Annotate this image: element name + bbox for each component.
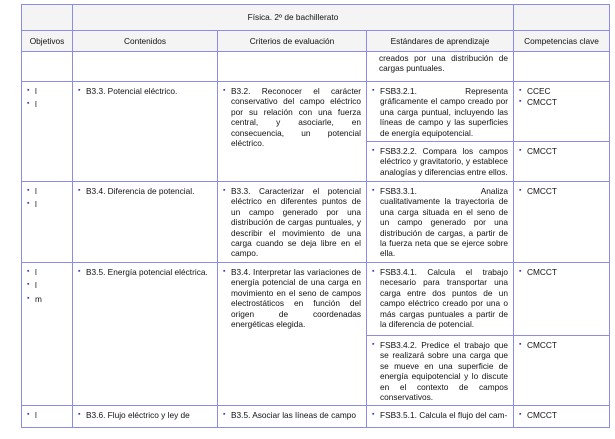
bullet-icon: ▪: [27, 200, 30, 208]
estandar-cell: [367, 335, 514, 405]
estandar-item: ▪ FSB3.4.2. Predice el trabajo que se realizará sobre una carga que se mueve en una superficie de energía equipotencial y lo discute en el contexto de campos conservativos.: [372, 339, 508, 402]
table-row: [22, 406, 610, 427]
objetivo-item: ▪ l: [27, 280, 37, 291]
estandar-cell: [367, 142, 514, 182]
contenido-item: ▪ B3.4. Diferencia de potencial.: [78, 186, 195, 197]
bullet-icon: ▪: [78, 87, 81, 94]
estandar-cell: [367, 262, 514, 335]
competencias-cell: [514, 182, 610, 263]
bullet-icon: ▪: [372, 147, 375, 155]
header-competencias: Competencias clave: [514, 31, 610, 52]
competencia-item: ▪ CMCCT: [519, 266, 557, 277]
bullet-icon: ▪: [519, 267, 522, 275]
objetivo-item: ▪ m: [27, 293, 42, 304]
contenido-item: ▪ B3.5. Energía potencial eléctrica.: [78, 266, 208, 277]
table-row: [22, 52, 610, 82]
header-contenidos: Contenidos: [73, 31, 218, 52]
objetivo-item: ▪ l: [27, 410, 37, 421]
bullet-icon: ▪: [519, 187, 522, 195]
criterio-cell: [218, 182, 367, 263]
bullet-icon: ▪: [78, 267, 81, 275]
criterio-cell: [218, 262, 367, 405]
bullet-icon: ▪: [27, 87, 30, 94]
objetivo-item: ▪ l: [27, 186, 37, 197]
estandar-item: ▪ FSB3.3.1. Analiza cualitativamente la trayectoria de una carga situada en el seno de un campo generado por una distribución de cargas, a partir de la fuerza neta que se ejerce sobre ella.: [372, 186, 508, 259]
competencia-item: ▪ CMCCT: [519, 186, 557, 197]
estandar-cell: [367, 182, 514, 263]
contenido-item: ▪ B3.3. Potencial eléctrico.: [78, 86, 178, 96]
competencias-cell: [514, 335, 610, 405]
bullet-icon: ▪: [519, 340, 522, 348]
estandar-item: ▪ FSB3.4.1. Calcula el trabajo necesario para transportar una carga entre dos puntos de un campo eléctrico creado por una o más cargas puntuales a partir de la diferencia de potencial.: [372, 266, 508, 329]
header-objetivos: Objetivos: [22, 31, 73, 52]
header-criterios: Criterios de evaluación: [218, 31, 367, 52]
objetivos-cell: [22, 262, 73, 405]
bullet-icon: ▪: [519, 98, 522, 106]
objetivos-cell: [22, 406, 73, 427]
competencia-item: ▪ CMCCT: [519, 146, 557, 157]
estandar-item: ▪ FSB3.2.1. Representa gráficamente el campo creado por una carga puntual, incluyendo las líneas de campo y las superficies de energía equipotencial.: [372, 86, 508, 138]
table-row: [22, 262, 610, 335]
bullet-icon: ▪: [519, 87, 522, 94]
criterio-item: ▪ B3.5. Asociar las líneas de campo: [223, 410, 356, 421]
competencias-cell: [514, 406, 610, 427]
estandar-item: ▪ FSB3.5.1. Calcula el flujo del cam-: [372, 410, 508, 421]
corner-cell: [22, 5, 73, 31]
table-title: Física. 2º de bachillerato: [73, 5, 514, 31]
curriculum-table: [21, 4, 610, 428]
contenido-item: ▪ B3.6. Flujo eléctrico y ley de: [78, 410, 190, 421]
bullet-icon: ▪: [519, 147, 522, 155]
competencia-item: ▪ CMCCT: [519, 339, 557, 350]
table-row: [22, 182, 610, 263]
bullet-icon: ▪: [27, 100, 30, 108]
objetivos-cell: [22, 182, 73, 263]
criterio-item: ▪ B3.2. Reconocer el carácter conservativo del campo eléctrico por su relación con una fuerza central, y asociarle, en consecuencia, un potencial eléctrico.: [223, 86, 361, 149]
bullet-icon: ▪: [27, 267, 30, 275]
competencia-item: ▪ CMCCT: [519, 410, 557, 421]
criterio-cell: [218, 406, 367, 427]
criterio-item: ▪ B3.3. Caracterizar el potencial eléctrico en diferentes puntos de un campo generado por una distribución de cargas puntuales, y describir el movimiento de una carga cuando se deja libre en el campo.: [223, 186, 361, 259]
bullet-icon: ▪: [27, 294, 30, 302]
objetivo-item: ▪ l: [27, 199, 37, 210]
competencias-cell: [514, 82, 610, 142]
bullet-icon: ▪: [27, 411, 30, 419]
objetivo-item: ▪ l: [27, 99, 37, 110]
competencia-item: ▪ CMCCT: [519, 97, 557, 108]
contenido-cell: [73, 406, 218, 427]
competencia-item: ▪ CCEC: [519, 86, 551, 96]
bullet-icon: ▪: [223, 411, 226, 419]
bullet-icon: ▪: [78, 411, 81, 419]
table-row: [22, 82, 610, 142]
criterio-cell: [218, 82, 367, 182]
continuation-text: creados por una distribución de cargas puntuales.: [367, 52, 514, 82]
bullet-icon: ▪: [372, 411, 375, 419]
contenido-cell: [73, 262, 218, 405]
objetivo-item: ▪ l: [27, 266, 37, 277]
estandar-cell: [367, 406, 514, 427]
estandar-cell: [367, 82, 514, 142]
objetivo-item: ▪ l: [27, 86, 37, 96]
contenido-cell: [73, 182, 218, 263]
bullet-icon: ▪: [372, 267, 375, 275]
bullet-icon: ▪: [372, 187, 375, 195]
bullet-icon: ▪: [372, 87, 375, 94]
competencias-cell: [514, 262, 610, 335]
objetivos-cell: [22, 82, 73, 182]
bullet-icon: ▪: [519, 411, 522, 419]
criterio-item: ▪ B3.4. Interpretar las variaciones de energía potencial de una carga en movimiento en el seno de campos electrostáticos en función del origen de coordenadas energéticas elegida.: [223, 266, 361, 329]
competencias-cell: [514, 142, 610, 182]
contenido-cell: [73, 82, 218, 182]
bullet-icon: ▪: [223, 187, 226, 195]
corner-cell: [514, 5, 610, 31]
bullet-icon: ▪: [223, 267, 226, 275]
header-estandares: Estándares de aprendizaje: [367, 31, 514, 52]
bullet-icon: ▪: [223, 87, 226, 94]
bullet-icon: ▪: [27, 281, 30, 289]
bullet-icon: ▪: [27, 187, 30, 195]
bullet-icon: ▪: [78, 187, 81, 195]
estandar-item: ▪ FSB3.2.2. Compara los campos eléctrico y gravitatorio, y establece analogías y diferencias entre ellos.: [372, 146, 508, 177]
bullet-icon: ▪: [372, 340, 375, 348]
